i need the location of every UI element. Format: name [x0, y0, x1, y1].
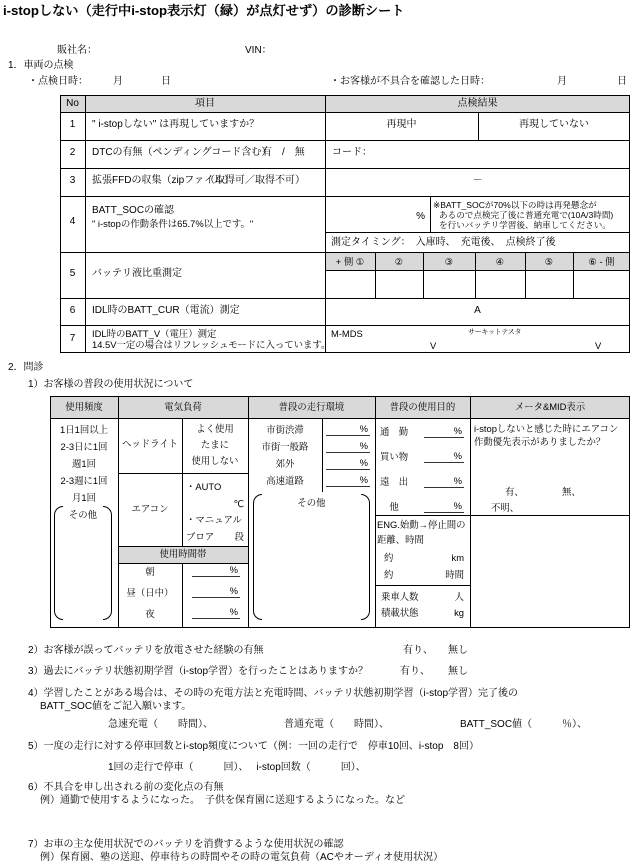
divider — [325, 270, 630, 271]
question-2-no: 無し — [448, 645, 468, 656]
divider — [182, 418, 183, 546]
divider — [60, 298, 630, 299]
t2-header-driving-env: 普段の走行環境 — [278, 401, 345, 412]
question-3: 3）過去にバッテリ状態初期学習（i-stop学習）を行ったことはありますか？ — [28, 666, 369, 677]
t2-env-item: 郊外 — [275, 458, 295, 469]
t2-env-percent-blank: % — [326, 424, 370, 436]
question-7-example: 例）保育園、塾の送迎、停車待ちの時間やその時の電気負荷（ACやオーディオ使用状況） — [40, 852, 444, 863]
question-7: 7）お車の主な使用状況でのバッテリを消費するような使用状況の確認 — [28, 839, 344, 850]
t1-header-item: 項目 — [195, 98, 215, 109]
customer-month-label: 月 — [557, 76, 567, 87]
t2-freq-item: 2-3週に1回 — [60, 475, 108, 486]
t2-purpose-item: 買い物 — [380, 451, 409, 462]
t2-freq-item: 1日1回以上 — [60, 424, 108, 435]
question-4-normal-charge-blank: 普通充電（ 時間）、 — [284, 719, 389, 730]
t2-mid-no: 無、 — [562, 486, 581, 497]
t2-purpose-percent-blank: % — [424, 476, 464, 488]
t2-freq-item: 月1回 — [72, 492, 96, 503]
t1-r7-volt-unit-tester: V — [595, 340, 602, 351]
t1-r2-no: 2 — [69, 147, 76, 158]
t1-r4-percent-unit: % — [416, 211, 425, 222]
customer-day-label: 日 — [617, 76, 627, 87]
section2-heading: 2．問診 — [8, 362, 44, 373]
divider — [50, 418, 630, 419]
t2-mid-yes: 有、 — [505, 486, 524, 497]
right-bracket — [103, 506, 112, 620]
t1-r1-result-not-reproducing: 再現していない — [519, 119, 589, 130]
t1-r7-item-line2: 14.5V一定の場合はリフレッシュモードに入っています。 — [92, 339, 331, 350]
t1-r6-result-amp: A — [474, 305, 481, 316]
divider — [60, 168, 630, 169]
t1-r7-item-line1: IDL時のBATT_V（電圧）測定 — [92, 328, 217, 339]
t2-time-night: 夜 — [145, 608, 155, 619]
t2-purpose-percent-blank: % — [424, 426, 464, 438]
t1-r2-result-code: コード： — [332, 147, 372, 158]
t1-r4-note-line3: を行いバッテリ学習後、納車してください。 — [439, 220, 611, 230]
t1-r3-result: － — [472, 175, 483, 186]
dealer-label: 販社名： — [57, 45, 97, 56]
divider — [430, 196, 431, 232]
t1-r7-no: 7 — [69, 333, 76, 344]
divider — [60, 325, 630, 326]
t2-purpose-percent-blank: % — [424, 451, 464, 463]
t2-freq-item: 週1回 — [72, 458, 96, 469]
question-5-blanks: 1回の走行で停車（ 回）、 i-stop回数（ 回）、 — [108, 762, 366, 773]
t2-header-purpose: 普段の使用目的 — [389, 401, 456, 412]
t2-header-frequency: 使用頻度 — [65, 401, 103, 412]
t2-env-item: 市街渋滞 — [266, 424, 304, 435]
t1-header-no: No — [66, 98, 79, 109]
t1-r1-item: " i-stopしない" は再現していますか？ — [92, 119, 260, 130]
question-4-line2: BATT_SOC値をご記入願います。 — [40, 701, 192, 712]
divider — [325, 232, 630, 233]
t1-r5-cell-4: ④ — [495, 256, 505, 267]
t1-r7-mmds-label: M-MDS — [331, 328, 363, 339]
t2-env-other-label: その他 — [297, 497, 326, 508]
question-4-battsoc-blank: BATT_SOC値（ ％）、 — [460, 719, 588, 730]
t1-r7-volt-unit-mmds: V — [430, 340, 437, 351]
t2-passenger-label: 乗車人数 — [381, 591, 419, 602]
vin-label: VIN： — [245, 45, 272, 56]
inspect-month-label: 月 — [113, 76, 123, 87]
inspect-date-label: ・点検日時： — [28, 76, 88, 87]
t2-timeband-label: 使用時間帯 — [159, 548, 207, 559]
t2-env-percent-blank: % — [326, 475, 370, 487]
t2-env-item: 高速道路 — [266, 475, 304, 486]
t2-time-night-percent-blank: % — [192, 607, 240, 619]
t1-r6-item: IDL時のBATT_CUR（電流）測定 — [92, 305, 240, 316]
divider — [375, 396, 376, 628]
divider — [60, 140, 630, 141]
t1-r2-yes-no: 有 / 無 — [262, 147, 305, 158]
t1-r5-cell-6: ⑥ - 側 — [588, 256, 615, 267]
t2-blower-step-unit: 段 — [234, 531, 244, 542]
t2-person-unit: 人 — [454, 591, 464, 602]
section2-q1-label: 1）お客様の普段の使用状況について — [28, 379, 194, 390]
t1-r7-circuit-tester-label: サーキットテスタ — [468, 329, 522, 336]
inspect-day-label: 日 — [161, 76, 171, 87]
t2-eng-line2: 距離、時間 — [377, 534, 424, 545]
t1-r4-item-line1: BATT_SOCの確認 — [92, 205, 175, 216]
t2-approx-hour-label: 約 — [384, 569, 394, 580]
t2-purpose-percent-blank: % — [424, 501, 464, 513]
right-bracket — [361, 494, 370, 620]
t2-time-morning-percent-blank: % — [192, 565, 240, 577]
t2-approx-km-label: 約 — [384, 552, 394, 563]
divider — [118, 546, 248, 547]
divider — [322, 418, 323, 492]
t2-env-percent-blank: % — [326, 441, 370, 453]
t1-r5-cell-1: + 側 ① — [335, 256, 365, 267]
question-5: 5）一度の走行に対する停車回数とi-stop頻度について（例：一回の走行で 停車10回、i-stop 8回） — [28, 741, 479, 752]
divider — [470, 396, 471, 628]
t2-km-unit: km — [451, 552, 464, 563]
question-4-line1: 4）学習したことがある場合は、その時の充電方法と充電時間、バッテリ状態初期学習（i-stop学習）完了後の — [28, 688, 519, 699]
t1-r3-option: （取得可／取得不可） — [205, 175, 305, 186]
question-3-yes: 有り、 — [400, 666, 430, 677]
t2-usage-sometimes: たまに — [200, 439, 230, 450]
t1-r5-cell-3: ③ — [444, 256, 454, 267]
t1-r5-no: 5 — [69, 268, 76, 279]
divider — [60, 252, 630, 253]
t2-purpose-item: 遠 出 — [380, 476, 409, 487]
question-6-example: 例）通勤で使用するようになった。 子供を保育園に送迎するようになった。など — [40, 795, 405, 806]
t1-r4-no: 4 — [69, 216, 76, 227]
t1-r4-timing: 測定タイミング： 入庫時、 充電後、 点検終了後 — [331, 237, 556, 248]
t2-aircon-manual: ・マニュアル — [186, 514, 242, 525]
t2-purpose-item: 通 勤 — [380, 426, 409, 437]
t2-time-daytime-percent-blank: % — [192, 586, 240, 598]
question-4-quick-charge-blank: 急速充電（ 時間）、 — [108, 719, 213, 730]
t1-r3-item: 拡張FFDの収集（zipファイル） — [92, 175, 235, 186]
t1-header-result: 点検結果 — [457, 98, 498, 109]
t2-load-label: 積載状態 — [381, 607, 419, 618]
t2-usage-never: 使用しない — [191, 455, 239, 466]
left-bracket — [54, 506, 63, 620]
divider — [60, 196, 630, 197]
t2-mid-question: i-stopしないと感じた時にエアコン作動優先表示がありましたか？ — [474, 423, 619, 448]
question-3-no: 無し — [448, 666, 468, 677]
section1-heading: 1．車両の点検 — [8, 60, 74, 71]
t1-r4-note-line1: ※BATT_SOCが70%以下の時は再発懸念が — [433, 200, 597, 210]
t1-r4-note-line2: あるので点検完了後に普通充電で(10A/3時間) — [439, 210, 614, 220]
divider — [118, 563, 248, 564]
t2-env-percent-blank: % — [326, 458, 370, 470]
t1-r1-no: 1 — [69, 119, 76, 130]
divider — [118, 473, 248, 474]
t2-time-morning: 朝 — [145, 566, 155, 577]
t1-r1-result-reproducing: 再現中 — [386, 119, 417, 130]
t1-r2-item: DTCの有無（ペンディングコード含む） — [92, 147, 272, 158]
divider — [85, 95, 86, 353]
t2-purpose-item: 他 — [380, 501, 399, 512]
t2-freq-item: 2-3日に1回 — [60, 441, 108, 452]
question-6: 6）不具合を申し出される前の変化点の有無 — [28, 782, 224, 793]
question-2-yes: 有り、 — [403, 645, 433, 656]
t1-r5-cell-2: ② — [394, 256, 404, 267]
divider — [375, 585, 470, 586]
t1-r5-cell-5: ⑤ — [544, 256, 554, 267]
t2-aircon-auto: ・AUTO — [186, 481, 222, 492]
t2-aircon-label: エアコン — [131, 503, 169, 514]
t2-header-meter-mid: メータ&MID表示 — [514, 401, 586, 412]
t2-blower-label: ブロア — [186, 531, 215, 542]
divider — [182, 563, 183, 628]
divider — [375, 515, 630, 516]
t2-mid-unknown: 不明、 — [491, 502, 520, 513]
t1-r6-no: 6 — [69, 305, 76, 316]
t2-kg-unit: kg — [454, 607, 464, 618]
left-bracket — [253, 494, 262, 620]
t2-freq-other-label: その他 — [68, 509, 98, 520]
t1-r4-item-line2: " i-stopの作動条件は65.7%以上です。" — [92, 218, 254, 229]
question-2: 2）お客様が誤ってバッテリを放電させた経験の有無 — [28, 645, 264, 656]
t2-time-daytime: 昼（日中） — [126, 587, 174, 598]
page-title: i-stopしない（走行中i-stop表示灯（緑）が点灯せず）の診断シート — [3, 3, 405, 18]
t2-hour-unit: 時間 — [445, 569, 464, 580]
t2-aircon-degc-unit: ℃ — [233, 498, 244, 509]
t1-r3-no: 3 — [69, 175, 76, 186]
divider — [60, 112, 630, 113]
t2-usage-often: よく使用 — [196, 423, 234, 434]
t2-header-electric-load: 電気負荷 — [164, 401, 202, 412]
t2-eng-line1: ENG.始動→停止間の — [377, 519, 466, 530]
t1-r5-item: バッテリ液比重測定 — [92, 268, 182, 279]
t2-headlight-label: ヘッドライト — [122, 438, 178, 449]
customer-date-label: ・お客様が不具合を確認した日時： — [330, 76, 490, 87]
t2-env-item: 市街一般路 — [261, 441, 309, 452]
